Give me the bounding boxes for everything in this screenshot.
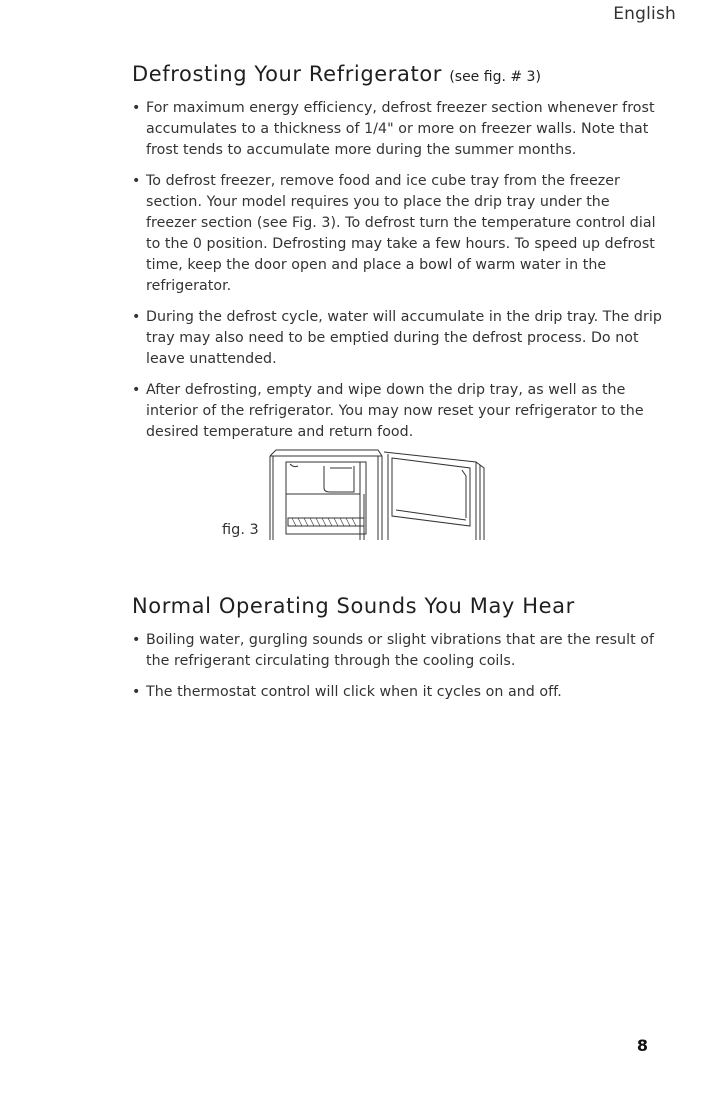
defrosting-title-text: Defrosting Your Refrigerator <box>132 62 443 86</box>
defrost-bullet-1: • For maximum energy efficiency, defrost freezer section whenever frost accumulates to a thickness of 1/4" or more on freezer walls. Note that frost tends to accumulate more during the summer months. <box>132 98 662 161</box>
defrosting-title <box>132 62 662 86</box>
defrosting-section <box>132 62 662 453</box>
page-number: 8 <box>636 1036 648 1055</box>
sounds-bullet-2: • The thermostat control will click when it cycles on and off. <box>132 682 662 703</box>
sounds-title: Normal Operating Sounds You May Hear <box>132 594 575 618</box>
sounds-list <box>132 630 662 703</box>
defrost-bullet-2: • To defrost freezer, remove food and ice cube tray from the freezer section. Your model requires you to place the drip tray under the freezer section (see Fig. 3). To defrost turn the temperature control dial to the 0 position. Defrosting may take a few hours. To speed up defrost time, keep the door open and place a bowl of warm water in the refrigerator. <box>132 171 662 297</box>
figure-3 <box>222 448 512 548</box>
defrost-bullet-3: • During the defrost cycle, water will accumulate in the drip tray. The drip tray may also need to be emptied during the defrost process. Do not leave unattended. <box>132 307 662 370</box>
defrost-bullet-4: • After defrosting, empty and wipe down the drip tray, as well as the interior of the refrigerator. You may now reset your refrigerator to the desired temperature and return food. <box>132 380 662 443</box>
refrigerator-illustration <box>266 448 496 544</box>
language-label: English <box>613 4 676 24</box>
sounds-section <box>132 594 662 713</box>
defrosting-title-ref: (see fig. # 3) <box>449 69 541 85</box>
defrosting-list <box>132 98 662 443</box>
sounds-bullet-1: • Boiling water, gurgling sounds or slight vibrations that are the result of the refrigerant circulating through the cooling coils. <box>132 630 662 672</box>
figure-label: fig. 3 <box>222 522 259 538</box>
